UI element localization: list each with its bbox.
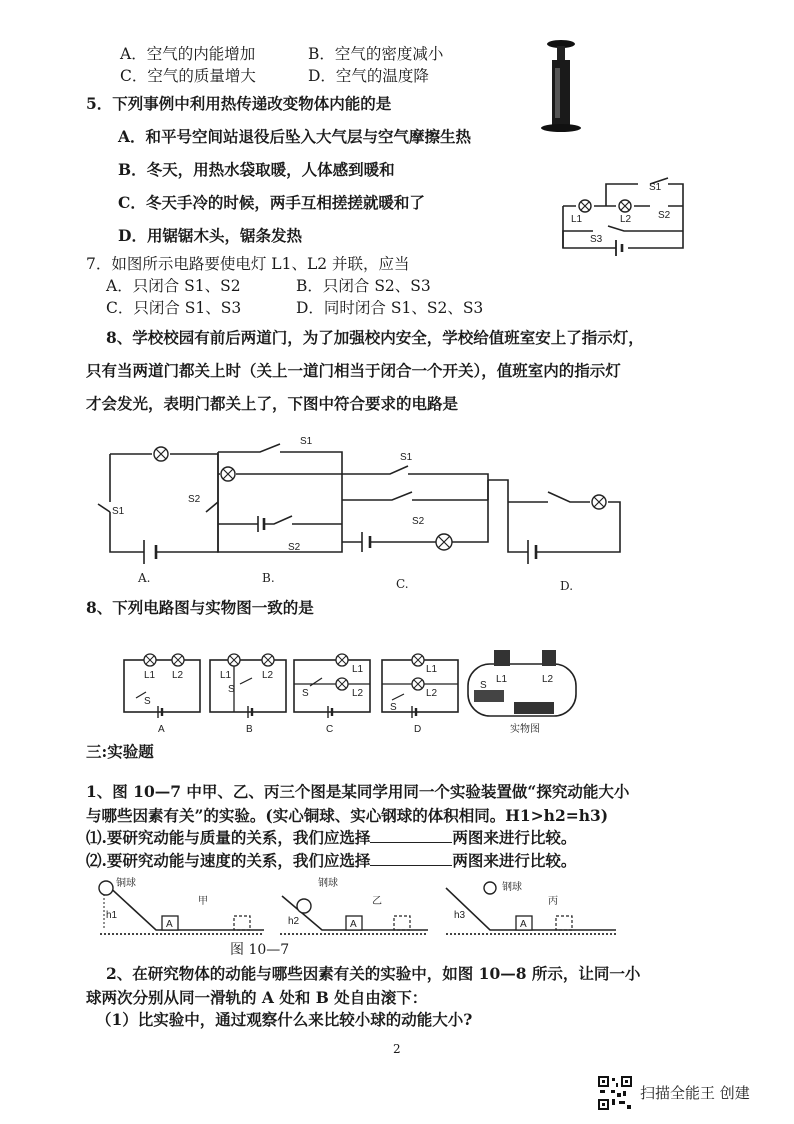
exp1-line2: 与哪些因素有关”的实验。(实心铜球、实心钢球的体积相同。H1>h2=h3) xyxy=(86,806,609,825)
bing-ball: 钢球 xyxy=(502,882,522,893)
q5-option-b: B．冬天，用热水袋取暖，人体感到暖和 xyxy=(118,160,395,179)
b-s: S xyxy=(228,684,235,695)
q7-fig-s1: S1 xyxy=(649,182,662,193)
q4-option-a: A．空气的内能增加 xyxy=(120,45,256,63)
q7-circuit-diagram xyxy=(558,176,690,256)
q8a-line2: 只有当两道门都关上时（关上一道门相当于闭合一个开关），值班室内的指示灯 xyxy=(86,361,621,380)
a-l2: L2 xyxy=(172,670,184,681)
yi-a: A xyxy=(350,919,357,930)
q8a-line1: 8、学校校园有前后两道门，为了加强校内安全，学校给值班室安上了指示灯， xyxy=(106,328,644,347)
exp1-q1-text: ⑴.要研究动能与质量的关系，我们应选择 xyxy=(86,828,371,847)
q8b-circuit-c xyxy=(294,654,370,735)
label-d: D. xyxy=(560,579,574,593)
fig-jia xyxy=(99,876,264,934)
exp1-q1-tail: 两图来进行比较。 xyxy=(452,828,577,847)
a-l1: L1 xyxy=(144,670,156,681)
q5-option-c: C．冬天手冷的时候，两手互相搓搓就暖和了 xyxy=(118,193,425,212)
a-s1: S1 xyxy=(112,506,125,517)
jia-h: h1 xyxy=(106,910,118,921)
q8a-circuit-options xyxy=(100,432,620,602)
d-s: S xyxy=(390,702,397,713)
bing-h: h3 xyxy=(454,910,466,921)
q7-option-a: A．只闭合 S1、S2 xyxy=(106,277,241,295)
q7-option-b: B．只闭合 S2、S3 xyxy=(296,277,431,295)
label-a2: A xyxy=(158,724,165,735)
jia-ball: 铜球 xyxy=(116,878,136,889)
q7-stem: 7．如图所示电路要使电灯 L1、L2 并联，应当 xyxy=(86,255,410,273)
fig-yi xyxy=(280,876,428,934)
b-l2: L2 xyxy=(262,670,274,681)
apparatus-image xyxy=(540,38,590,133)
exp1-q1 xyxy=(86,828,576,848)
q4-option-c: C．空气的质量增大 xyxy=(120,67,256,85)
q7-fig-l1: L1 xyxy=(571,214,583,225)
q7-option-c: C．只闭合 S1、S3 xyxy=(106,299,242,317)
exp2-line1: 2、在研究物体的动能与哪些因素有关的实验中，如图 10—8 所示，让同一小 xyxy=(106,964,641,983)
q5-stem: 5．下列事例中利用热传递改变物体内能的是 xyxy=(86,94,392,113)
exp2-line2: 球两次分别从同一滑轨的 A 处和 B 处自由滚下： xyxy=(86,988,428,1007)
a-s: S xyxy=(144,696,151,707)
fig-10-7-caption: 图 10—7 xyxy=(230,942,290,958)
qr-code-icon xyxy=(597,1075,633,1111)
exp1-q2-blank[interactable] xyxy=(370,851,452,866)
d-l2: L2 xyxy=(426,688,438,699)
fig-bing xyxy=(446,880,616,934)
q7-fig-l2: L2 xyxy=(620,214,632,225)
label-b2: B xyxy=(246,724,253,735)
c-s2: S2 xyxy=(412,516,425,527)
c-s1: S1 xyxy=(400,452,413,463)
exp1-q2 xyxy=(86,851,576,871)
c-l2: L2 xyxy=(352,688,364,699)
jia-a: A xyxy=(166,919,173,930)
label-c2: C xyxy=(326,724,334,735)
real-s: S xyxy=(480,680,487,691)
label-c: C. xyxy=(396,577,409,591)
q4-option-b: B．空气的密度减小 xyxy=(308,45,444,63)
yi-h: h2 xyxy=(288,916,300,927)
label-a: A. xyxy=(138,571,151,585)
q8b-circuit-d xyxy=(382,654,458,735)
exp1-line1: 1、图 10—7 中甲、乙、丙三个图是某同学用同一个实验装置做“探究动能大小 xyxy=(86,782,630,801)
real-l1: L1 xyxy=(496,674,508,685)
circuit-d xyxy=(488,480,620,593)
q8b-circuit-b xyxy=(210,654,286,735)
real-label: 实物图 xyxy=(510,724,540,735)
real-l2: L2 xyxy=(542,674,554,685)
d-l1: L1 xyxy=(426,664,438,675)
q8b-stem: 8、下列电路图与实物图一致的是 xyxy=(86,598,314,617)
section3-title: 三:实验题 xyxy=(86,742,154,761)
footer-brand: 扫描全能王 创建 xyxy=(640,1084,750,1102)
circuit-b xyxy=(218,436,342,585)
b-s1: S1 xyxy=(300,436,313,447)
circuit-c xyxy=(342,452,488,591)
c-l1: L1 xyxy=(352,664,364,675)
jia-label: 甲 xyxy=(198,896,208,907)
q8a-line3: 才会发光，表明门都关上了，下图中符合要求的电路是 xyxy=(86,394,459,413)
q5-option-a: A．和平号空间站退役后坠入大气层与空气摩擦生热 xyxy=(118,127,472,146)
b-l1: L1 xyxy=(220,670,232,681)
page-number: 2 xyxy=(393,1042,401,1056)
a-s2: S2 xyxy=(188,494,201,505)
b-s2: S2 xyxy=(288,542,301,553)
circuit-a xyxy=(98,447,218,585)
exp1-q2-tail: 两图来进行比较。 xyxy=(452,851,577,870)
label-d2: D xyxy=(414,724,422,735)
q7-fig-s3: S3 xyxy=(590,234,603,245)
q7-fig-s2: S2 xyxy=(658,210,671,221)
q7-option-d: D．同时闭合 S1、S2、S3 xyxy=(296,299,484,317)
q8b-real-object xyxy=(468,650,576,735)
fig-10-7 xyxy=(96,874,616,954)
yi-ball: 钢球 xyxy=(318,878,338,889)
q8b-circuit-a xyxy=(124,654,200,735)
q5-option-d: D．用锯锯木头，锯条发热 xyxy=(118,226,302,245)
exp2-line3: （1）比实验中，通过观察什么来比较小球的动能大小? xyxy=(96,1010,473,1029)
label-b: B. xyxy=(262,571,275,585)
c-s: S xyxy=(302,688,309,699)
bing-label: 丙 xyxy=(548,896,558,907)
exp1-q1-blank[interactable] xyxy=(370,828,452,843)
exp1-q2-text: ⑵.要研究动能与速度的关系，我们应选择 xyxy=(86,851,371,870)
q4-option-d: D．空气的温度降 xyxy=(308,67,429,85)
bing-a: A xyxy=(520,919,527,930)
q8b-circuit-options xyxy=(122,650,582,740)
yi-label: 乙 xyxy=(372,896,382,907)
